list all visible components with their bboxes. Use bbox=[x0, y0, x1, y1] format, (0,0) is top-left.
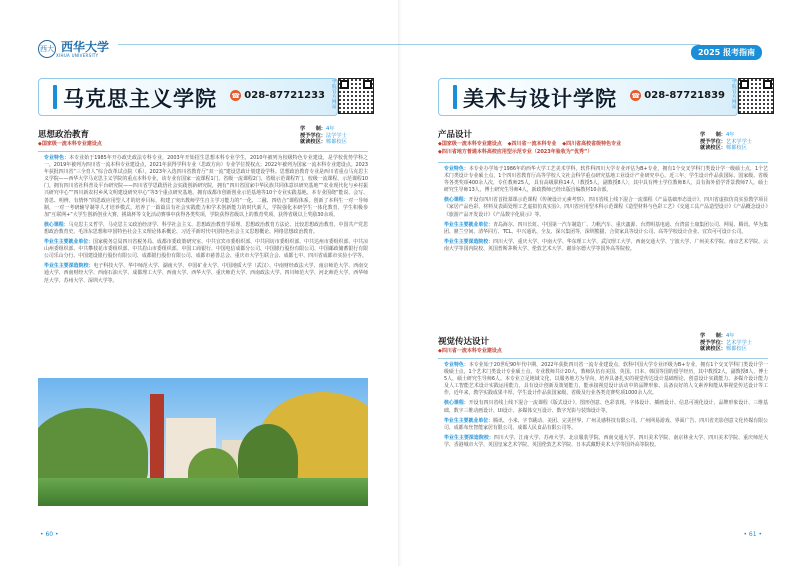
qr-code-icon bbox=[338, 78, 374, 114]
phone-number: 028-87721839 bbox=[644, 90, 725, 101]
major-meta bbox=[700, 132, 752, 152]
page-number: • 60 • bbox=[40, 531, 59, 538]
para-text: 国家税务总局四川省税务局、成都市委政策研究室、中共宜宾市委组织部、中共同坊市委组织部、中共达州市委组织部、中共凉山州委组织部、中共攀枝花市委组织部、中共眉山市委组织部、中国工商银行、中国电信成都分公司、中国银行股份有限公司、中国邮政储蓄银行有限公司乐山分行、中国建设银行股份有限公司、成都银行股份有限公司、成都市慈善总会、重庆市大学生联合会、成都七中、四川省成都市实验小学等。 bbox=[44, 239, 368, 260]
para-label: 毕业生主要就业单位： bbox=[444, 417, 494, 424]
para-text: 四川大学、江南大学、苏州大学、北京服装学院、西南交通大学、四川美术学院、南京林业大学、四川美术学院、重庆师范大学、香港城市大学、英国皇家艺术学院、英国伦敦艺术学院、日本武藏野美术大学等国外高等院校。 bbox=[444, 434, 768, 448]
meta-key: 授予学位： bbox=[300, 132, 326, 139]
meta-value: 艺术学学士 bbox=[726, 339, 752, 346]
major-tags bbox=[438, 141, 688, 156]
clock-tower-shape bbox=[150, 394, 164, 490]
major-title: 产品设计 bbox=[438, 130, 473, 140]
para-label: 核心课程： bbox=[44, 221, 69, 228]
meta-key: 授予学位： bbox=[700, 339, 726, 346]
major-tag: ◆四川省一流本科专业 bbox=[507, 141, 557, 147]
right-page bbox=[400, 0, 800, 566]
para-label: 专业特色： bbox=[444, 362, 469, 368]
book-spine bbox=[398, 0, 402, 566]
section-divider bbox=[438, 358, 768, 359]
para-text: 开设有四川省首批慕课示范课程《传统设计元素考察》，四川省线上线下混合一流课程《产品基础形态设计》，四川省虚拟仿真实验教学项目《家居产品色彩、材料及表面处理工艺虚拟仿真实验》、四川省应用型本科示范课程《造型材料与色彩工艺》《交通工具产品造型设计》《产品概念设计》《旅游产品开发设计》《产品数字化展示》等。 bbox=[444, 197, 768, 218]
college-header bbox=[38, 78, 338, 116]
college-header bbox=[438, 78, 738, 116]
para-label: 毕业生主要就业单位： bbox=[44, 239, 94, 246]
meta-key: 就读校区： bbox=[300, 139, 326, 146]
major-tag: ◆四川省高校省级特色专业 bbox=[562, 141, 622, 147]
meta-value: 艺术学学士 bbox=[726, 138, 752, 145]
qr-code-icon bbox=[738, 78, 774, 114]
meta-key: 授予学位： bbox=[700, 138, 726, 145]
logo-sub: XIHUA UNIVERSITY bbox=[56, 52, 99, 58]
meta-key: 就读校区： bbox=[700, 145, 726, 152]
header-accent-bar bbox=[453, 85, 457, 109]
para-text: 马克思主义哲学、马克思主义政治经济学、科学社会主义、思想政治教育学原理、思想政治教育方法论、比较思想政治教育、中国共产党思想政治教育史、毛泽东思想和中国特色社会主义理论体系概论、习近平新时代中国特色社会主义思想概论、网络思想政治教育。 bbox=[44, 221, 368, 235]
guide-badge: 2025 报考指南 bbox=[691, 45, 762, 60]
phone-contact bbox=[230, 90, 325, 101]
major-tags bbox=[438, 348, 506, 356]
para-text: 四川大学、重庆大学、中南大学、华东理工大学、武汉理工大学、西南交通大学、宁波大学、广州美术学院、南京艺术学院、云南大学等国内院校、英国普斯茅斯大学、伦敦艺术大学、谢菲尔德大学等国外高等院校。 bbox=[444, 238, 768, 252]
major-tags bbox=[38, 141, 106, 149]
meta-key: 学 制： bbox=[300, 126, 326, 132]
meta-value: 4年 bbox=[326, 126, 335, 132]
qr-block bbox=[732, 78, 776, 116]
major-tag: ◆国家级一流本科专业建设点 bbox=[438, 141, 502, 147]
para-label: 毕业生主要就业单位： bbox=[444, 221, 494, 228]
para-label: 毕业生主要深造院校： bbox=[444, 238, 494, 245]
phone-number: 028-87721233 bbox=[244, 90, 325, 101]
top-divider bbox=[400, 44, 700, 45]
para-text: 本专业始于20世纪90年代中期，2022年获批四川省一流专业建设点，软科中国大学专业评级为B+专业，拥有1个交叉学科门类设计学一级硕士点，1个艺术门类设计专业硕士点，专业教师共计20人，教师队伍有美国、英国、日本、韩国等国的留学经历，其中教授2人，副教授8人，博士5人，硕士研究生导师6人。本专业立足地域文化，以服务地方为导向，培养具备扎实的视觉传达设计基础理论、创意设计实践能力、多媒介设计能力及人工智能艺术设计实践运用能力，具有设计创新及策划能力，能承接视觉设计活动中的品牌形象、具备良好的人文素养和能从事视觉传达设计等工作，近年来，教学实践成果丰厚，学生设计作品获国家级、省级及行业各类竞赛奖项1000余人次。 bbox=[444, 362, 768, 397]
campus-photo bbox=[38, 378, 368, 506]
para-text: 本专业办学始于1986年的西华大学工艺美术学科，软件科四川大学专业评估为B+专业，拥有1个交叉学科门类设计学一级硕士点，1个艺术门类设计专业硕士点，1个四川省教育厅高等学校人文社会科学重点研究基地工业设计产业研究中心。近三年，学生设计作品获国际、国家级、省级等各类奖项400余人次，专任教师25人，具有高级职称14人（教授5人，副教授8人），其中具有博士学位教师8人，具有海外留学背景教师7人，硕士研究生导师13人，博士研究生导师4人，新政教师已经出版自编教材10余部。 bbox=[444, 166, 768, 194]
major-meta bbox=[700, 333, 752, 353]
meta-value: 4年 bbox=[726, 132, 735, 138]
meta-value: 4年 bbox=[726, 333, 735, 339]
major-tag: ◆四川省地方普通本科高校应用型示范专业（2023年验收为“优秀”） bbox=[438, 148, 593, 155]
para-label: 核心课程： bbox=[444, 400, 469, 407]
meta-value: 郫都校区 bbox=[726, 346, 747, 353]
section-divider bbox=[38, 151, 368, 152]
meta-key: 学 制： bbox=[700, 132, 726, 138]
para-label: 核心课程： bbox=[444, 197, 469, 204]
para-label: 毕业生主要深造院校： bbox=[444, 434, 494, 441]
para-label: 专业特色： bbox=[44, 155, 70, 161]
phone-icon: ☎ bbox=[631, 91, 641, 100]
phone-icon: ☎ bbox=[231, 91, 241, 100]
top-divider bbox=[118, 44, 400, 45]
major-title: 思想政治教育 bbox=[38, 130, 90, 140]
meta-key: 学 制： bbox=[700, 333, 726, 339]
para-label: 毕业生主要深造院校： bbox=[44, 263, 94, 270]
para-text: 电子科技大学、华中师范大学、湖南大学、中国矿业大学、中国地质大学（武汉）、中南财经政法大学、南京师范大学、西南交通大学、西南财经大学、西南石油大学、成都理工大学、西南大学、西华大学、重庆师范大学、西南政法大学、四川师范大学、河北师范大学、西华师范大学、苏州大学、深圳大学等。 bbox=[44, 263, 368, 284]
meta-value: 郫都校区 bbox=[726, 145, 747, 152]
college-title: 美术与设计学院 bbox=[463, 86, 617, 111]
phone-contact bbox=[630, 90, 725, 101]
meta-key: 就读校区： bbox=[700, 346, 726, 353]
para-text: 青岛海尔、四川长虹、中国第一汽车制造厂、力帆汽车、重庆鑫源、台湾明基电通、台湾富士康集团公司、网易、腾讯、华为集团、鼎兰空间、清华同方、TCL、中兴通讯、全友、深兴集团等，深圳熊猫、合资家具等设计公司、高等学校设计企业、宜宾可可设计公司。 bbox=[444, 221, 768, 235]
qr-label: 学院官方网站 bbox=[332, 80, 337, 110]
qr-block bbox=[332, 78, 376, 116]
lawn-shape bbox=[38, 478, 368, 506]
logo-name: 西华大学 bbox=[61, 39, 110, 54]
meta-value: 法学学士 bbox=[326, 132, 347, 139]
meta-value: 郫都校区 bbox=[326, 139, 347, 146]
para-text: 本专业始于1985年开办政史政法专科专业，2003年开始招生思想本科专业学生，2010年被列为校级特色专业建设，是学校优势学科之一。2019年被列为四川省一流本科专业建设点，2021年获得学科专业（思政方向）专业学位授权点；2022年被列为国家一流本科专业建设点。2023年获批四川省“三全育人”综合改革试点院（系）。2023年入选四川省教育厅“双一流”建设思政计划建设学科。思想政治教育专业是西川省重点马克思主义学院——西华大学马克思主义学院的重点本科专业，该专业有国家一流课程1门、省级一流课程2门、省级示范课程7门，校级一流课程、示范课程10门。拥有四川省社科普及平台研究院——四川省学思践悟社会实践创新研究院，拥有“四川省国家中华民族共同体意识研究基地”“农业现代化与乡村振兴研究中心”“四川新农村乡风文明建设研究中心”等3个重点研究基地。拥有成都市创新创业示范基地等10个专业实践基地。本专业围绕“能说、会写、善思、明辨、有情怀”的思政应用型人才的培养目标，构建了突出教师学生自主学习能力的“一化、二融、四结合”课程体系。创新了本科生一对一导师制，一对一考研辅导制等人才培养模式。培养了一篇篇具有社会实践能力和学术创新能力的时代新人，学院强化本研学生一体化教育，学生积极参加“互联网+”大学生创新创业大赛，挑战杯等文化活动赛事中获得各类奖项，学院获得省级以上的教育奖项，获得省级以上奖励30余项。 bbox=[44, 155, 368, 218]
major-tag: ◆四川省一流本科专业建设点 bbox=[438, 348, 502, 354]
para-label: 专业特色： bbox=[444, 166, 469, 172]
header-accent-bar bbox=[53, 85, 57, 109]
university-logo bbox=[38, 40, 109, 58]
major-meta bbox=[300, 126, 347, 146]
page-number: • 61 • bbox=[743, 531, 762, 538]
college-title: 马克思主义学院 bbox=[63, 86, 217, 111]
qr-label: 学院官方网站 bbox=[732, 80, 737, 110]
seal-icon: 西大 bbox=[38, 40, 56, 58]
para-text: 腾讯、小米、字节跳动、美团、完美世界、广州灵感科技有限公司、广州网易游戏、界面广告、四川省光影创意文化传媒有限公司、成都布丝智能家居有限公司、成都人民食品有限公司等。 bbox=[444, 417, 768, 431]
major-description bbox=[444, 166, 768, 253]
major-tag: ◆国家级一流本科专业建设点 bbox=[38, 141, 102, 147]
para-text: 开设有四川省线上线下混合一流课程《版式设计》，图形创意、色彩表现、字体设计、插画设计、信息可视化设计、品牌形象设计、三维基础、数字三维动画设计、UI设计、多媒体交互设计、数字光影与装饰设计等。 bbox=[444, 400, 768, 414]
major-title: 视觉传达设计 bbox=[438, 337, 490, 347]
major-description bbox=[44, 155, 368, 285]
major-description bbox=[444, 362, 768, 449]
section-divider bbox=[438, 162, 768, 163]
